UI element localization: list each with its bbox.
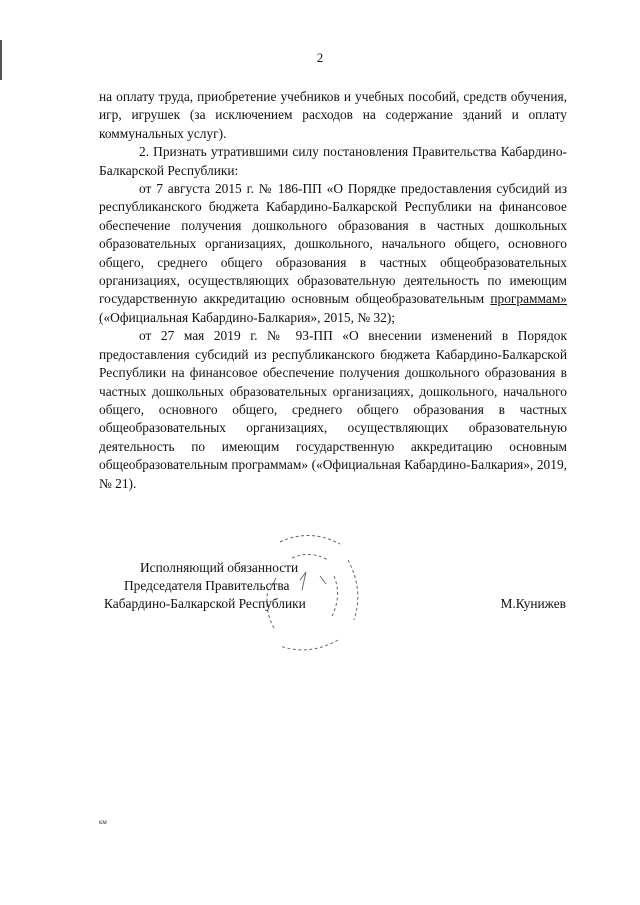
- paragraph-repeal-clause: 2. Признать утратившими силу постановления Правительства Кабардино-Балкарской Республики:: [99, 144, 567, 178]
- paragraph-continuation: на оплату труда, приобретение учебников и учебных пособий, средств обучения, игр, игрушек (за исключением расходов на содержание зданий и оплату коммунальных услуг).: [99, 89, 567, 141]
- paragraph-resolution-186: [99, 180, 567, 327]
- document-body: [99, 88, 567, 493]
- signature-title-line3: Кабардино-Балкарской Республики: [104, 596, 306, 611]
- signature-title-line1: Исполняющий обязанности: [140, 560, 299, 575]
- signatory-name: М.Кунижев: [500, 596, 566, 611]
- paragraph-resolution-93: от 27 мая 2019 г. № 93-ПП «О внесении изменений в Порядок предоставления субсидий из республиканского бюджета Кабардино-Балкарской Республики на финансовое обеспечение получения дошкольного образования в частных дошкольных образовательных организациях, дошкольного, начального общего, основного общего, среднего общего образования в частных общеобразовательных организациях, осуществляющих образовательную деятельность по имеющим государственную аккредитацию основным общеобразовательным программам» («Официальная Кабардино-Балкария», 2019, № 21).: [99, 328, 567, 491]
- resolution-186-underlined: программам» (: [99, 291, 567, 325]
- resolution-186-text: от 7 августа 2015 г. № 186-ПП «О Порядке предоставления субсидий из республиканского бюджета Кабардино-Балкарской Республики на финансовое обеспечение получения дошкольного образования в частных дошкольных образовательных организациях, дошкольного, начального общего, основного общего, среднего общего образования в частных общеобразовательных организациях, осуществляющих образовательную деятельность по имеющим государственную аккредитацию основным общеобразовательным: [99, 181, 567, 307]
- page-number: 2: [316, 50, 324, 65]
- footer-initials: км: [99, 818, 107, 826]
- resolution-186-source: «Официальная Кабардино-Балкария», 2015, № 32);: [103, 309, 396, 325]
- signature-title-line2: Председателя Правительства: [124, 578, 290, 593]
